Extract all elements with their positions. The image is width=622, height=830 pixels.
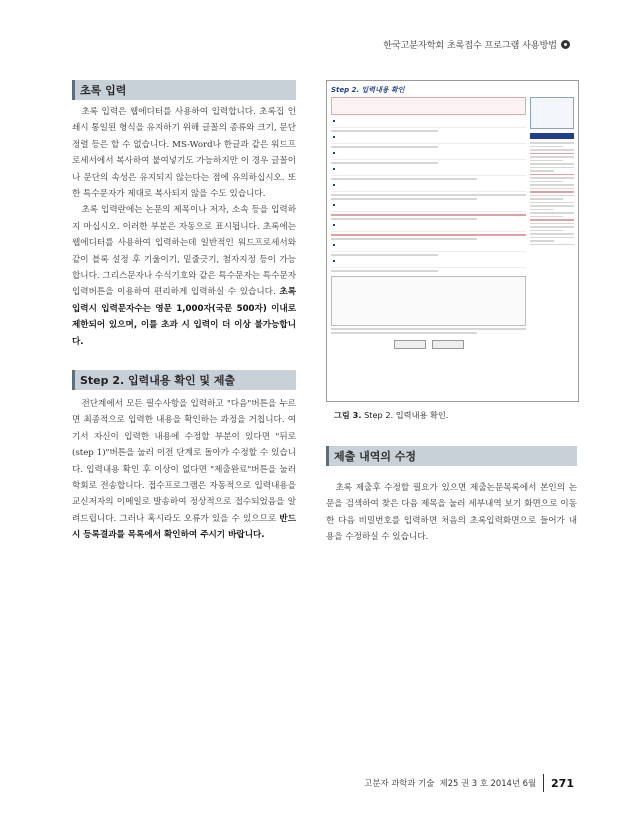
paragraph-text: 전단계에서 모든 필수사항을 입력하고 "다음"버튼을 누르면 최종적으로 입력한 내용을 확인하는 과정을 거칩니다. 여기서 자신이 입력한 내용에 수정할 부분이 있다면 "뒤로(step 1)"버튼을 눌러 이전 단계로 돌아가 수정할 수 있습니다. 입력내용 확인 후 이상이 없다면 "제출완료"버튼을 눌러 학회로 전송합니다. 접수프로그램은 자동적으로 입력내용을 교신저자의 이메일로 발송하여 정상적으로 접수되었음을 알려드립니다. 그러나 혹시라도 오류가 있을 수 있으므로: [72, 399, 296, 524]
step2-body: [72, 396, 296, 544]
section-heading-abstract-input: [72, 80, 296, 100]
paragraph: 초록 제출후 수정할 필요가 있으면 제출논문목록에서 본인의 논문을 검색하여 찾은 다음 제목을 눌러 세부내역 보기 화면으로 이동한 다음 비밀번호를 입력하면 처음의 초록입력화면으로 들어가 내용을 수정하실 수 있습니다.: [326, 483, 577, 543]
figure-step-box: [530, 97, 574, 129]
section-heading-step2: [72, 370, 296, 390]
page-number: 271: [551, 776, 574, 790]
paragraph: [72, 396, 296, 544]
section-heading-text: 초록 입력: [80, 84, 127, 97]
emphasis-text: 반드시 등록결과를 목록에서 확인하여 주시기 바랍니다.: [72, 513, 296, 541]
figure-help-sidebar: [530, 97, 574, 397]
footer-divider: [543, 774, 544, 792]
figure-form-area: [331, 97, 526, 397]
paragraph: [72, 202, 296, 350]
figure-field-row: [331, 258, 526, 268]
figure-field-row: [331, 118, 526, 128]
figure-field-row: [331, 166, 526, 176]
page-footer: [364, 774, 574, 792]
paragraph: 초록 입력은 웹에디터를 사용하여 입력합니다. 초록집 인쇄시 통일된 형식을 유지하기 위해 글꼴의 종류와 크기, 문단정렬 등은 할 수 없습니다. MS-Word나 한글과 같은 워드프로세서에서 복사하여 붙여넣기도 가능하지만 이 경우 글꼴이나 문단의 속성은 유지되지 않는다는 점에 유의하십시오. 또한 특수문자가 제대로 복사되지 않을 수도 있습니다.: [72, 107, 296, 200]
figure-field-row: [331, 222, 526, 232]
running-title: 한국고분자학회 초록접수 프로그램 사용방법: [383, 41, 557, 51]
emphasis-text: 초록 입력시 입력문자수는 영문 1,000자(국문 500자) 이내로 제한되어 있으며, 이를 초과 시 입력이 더 이상 불가능합니다.: [72, 287, 296, 347]
journal-issue: 제25 권 3 호 2014년 6월: [439, 778, 537, 788]
caption-text: Step 2. 입력내용 확인.: [364, 410, 449, 420]
figure-field-row: [331, 134, 526, 144]
section-heading-text: 제출 내역의 수정: [334, 450, 417, 463]
figure-submit-button: [432, 340, 464, 349]
journal-name: 고분자 과학과 기술: [364, 778, 435, 788]
figure-field-row: [331, 202, 526, 212]
figure-field-row: [331, 182, 526, 192]
abstract-input-body: [72, 104, 296, 350]
figure-caption: [334, 410, 448, 421]
section-heading-edit-submission: [326, 446, 577, 466]
figure-abstract-preview: [331, 276, 526, 326]
figure-field-row: [331, 242, 526, 252]
figure-field-row: [331, 150, 526, 160]
caption-label: 그림 3.: [334, 410, 362, 420]
bullet-circle-icon: [561, 40, 570, 49]
figure-help-header: [530, 133, 574, 139]
figure-title: Step 2. 입력내용 확인: [331, 86, 405, 94]
edit-submission-body: [326, 480, 577, 546]
step2-screenshot-figure: [326, 80, 579, 402]
figure-back-button: [394, 340, 426, 349]
figure-notice-box: [331, 97, 526, 115]
section-heading-text: Step 2. 입력내용 확인 및 제출: [80, 374, 236, 387]
running-header: [383, 38, 570, 51]
paragraph-text: 초록 입력란에는 논문의 제목이나 저자, 소속 등을 입력하지 마십시오. 이러한 부분은 자동으로 표시됩니다. 초록에는 웹에디터를 사용하여 입력하는데 일반적인 워드프로세서와 같이 블록 설정 후 기울이기, 밑줄긋기, 첨자지정 등이 가능합니다. 그리스문자나 수식기호와 같은 특수문자는 특수문자 입력버튼을 이용하여 편리하게 입력하실 수 있습니다.: [72, 205, 296, 298]
